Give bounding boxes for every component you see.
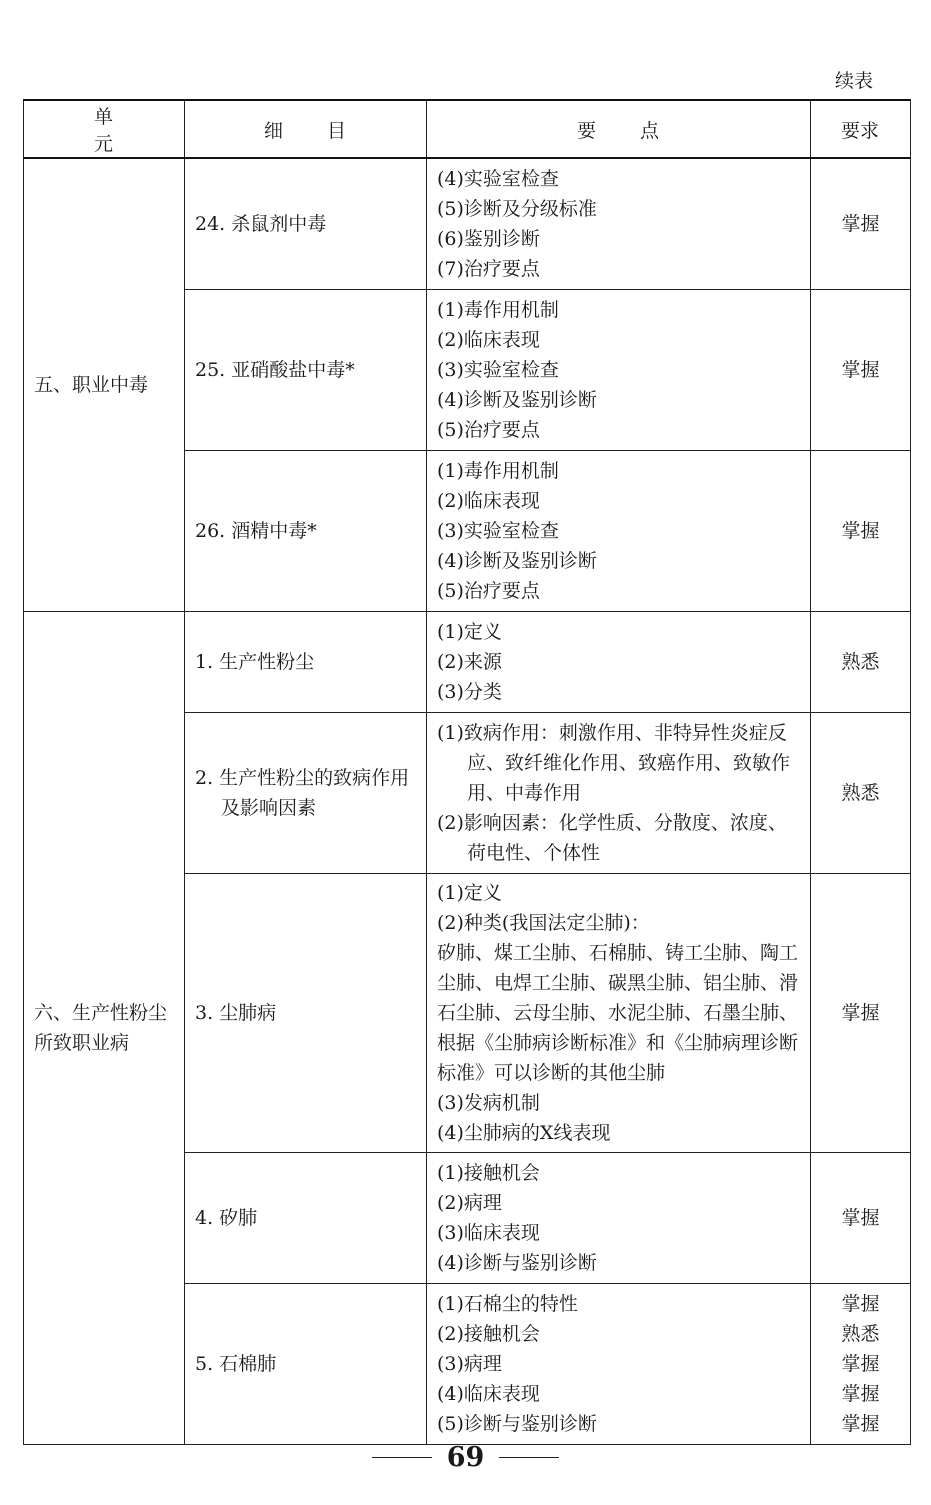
point: (1)定义 [437,881,502,904]
header-row [24,100,911,158]
item-cell: 24. 杀鼠剂中毒 [185,158,427,289]
requirement: 掌握 [841,1352,880,1375]
point: (3)实验室检查 [437,358,559,381]
point: (1)接触机会 [437,1161,540,1184]
point: (1)毒作用机制 [437,298,559,321]
point: (2)影响因素：化学性质、分散度、浓度、荷电性、个体性 [437,811,787,864]
item-cell: 26. 酒精中毒* [185,450,427,611]
point: (4)临床表现 [437,1382,540,1405]
point: (4)实验室检查 [437,167,559,190]
requirement-cell: 掌握 [811,450,911,611]
table-row [24,611,911,712]
point: (5)诊断及分级标准 [437,197,597,220]
requirement-cell: 掌握 [811,1152,911,1283]
point: (2)临床表现 [437,328,540,351]
requirement-cell: 熟悉 [811,712,911,873]
point: (1)定义 [437,620,502,643]
requirement-cell: 掌握 [811,289,911,450]
requirement-cell: 掌握 [811,873,911,1152]
item-cell [185,712,427,873]
footer-rule-right [499,1457,559,1458]
continued-label: 续表 [834,70,873,92]
points-cell [427,1283,811,1444]
point: (1)石棉尘的特性 [437,1292,578,1315]
item-cell: 1. 生产性粉尘 [185,611,427,712]
point: (2)来源 [437,650,502,673]
point: (3)临床表现 [437,1221,540,1244]
point: (7)治疗要点 [437,257,540,280]
syllabus-table [23,99,911,1445]
requirement: 熟悉 [841,1322,880,1345]
item-cell: 4. 矽肺 [185,1152,427,1283]
point: (5)诊断与鉴别诊断 [437,1412,597,1435]
point: (5)治疗要点 [437,579,540,602]
point: (5)治疗要点 [437,418,540,441]
point: (2)临床表现 [437,489,540,512]
points-cell [427,289,811,450]
unit-cell: 五、职业中毒 [24,158,185,611]
page-number: 69 [446,1442,485,1473]
item-cell: 3. 尘肺病 [185,873,427,1152]
requirement-cell [811,1283,911,1444]
points-cell [427,450,811,611]
point: (1)致病作用：刺激作用、非特异性炎症反应、致纤维化作用、致癌作用、致敏作用、中毒作用 [437,721,791,804]
point: 矽肺、煤工尘肺、石棉肺、铸工尘肺、陶工尘肺、电焊工尘肺、碳黑尘肺、铝尘肺、滑石尘肺、云母尘肺、水泥尘肺、石墨尘肺、根据《尘肺病诊断标准》和《尘肺病理诊断标准》可以诊断的其他尘肺 [437,941,799,1084]
point: (2)接触机会 [437,1322,540,1345]
point: (4)诊断与鉴别诊断 [437,1251,597,1274]
requirement: 掌握 [841,1412,880,1435]
header-unit: 单元 [24,100,185,158]
points-cell [427,1152,811,1283]
requirement: 掌握 [841,1292,880,1315]
requirement: 掌握 [841,1382,880,1405]
header-points: 要点 [427,100,811,158]
footer-rule-left [372,1457,432,1458]
point: (4)诊断及鉴别诊断 [437,549,597,572]
points-cell [427,712,811,873]
item-cell: 25. 亚硝酸盐中毒* [185,289,427,450]
requirement-cell: 掌握 [811,158,911,289]
header-requirement: 要求 [811,100,911,158]
points-cell [427,873,811,1152]
point: (4)尘肺病的X线表现 [437,1121,611,1144]
point: (2)病理 [437,1191,502,1214]
unit-cell: 六、生产性粉尘所致职业病 [24,611,185,1444]
header-item: 细目 [185,100,427,158]
point: (3)发病机制 [437,1091,540,1114]
point: (1)毒作用机制 [437,459,559,482]
point: (4)诊断及鉴别诊断 [437,388,597,411]
table-row [24,158,911,289]
item-text: 2. 生产性粉尘的致病作用及影响因素 [195,766,410,819]
points-cell [427,158,811,289]
points-cell [427,611,811,712]
point: (3)分类 [437,680,502,703]
page-footer [0,1442,931,1473]
item-cell: 5. 石棉肺 [185,1283,427,1444]
requirement-cell: 熟悉 [811,611,911,712]
point: (6)鉴别诊断 [437,227,540,250]
point: (2)种类(我国法定尘肺)： [437,911,650,934]
point: (3)实验室检查 [437,519,559,542]
point: (3)病理 [437,1352,502,1375]
